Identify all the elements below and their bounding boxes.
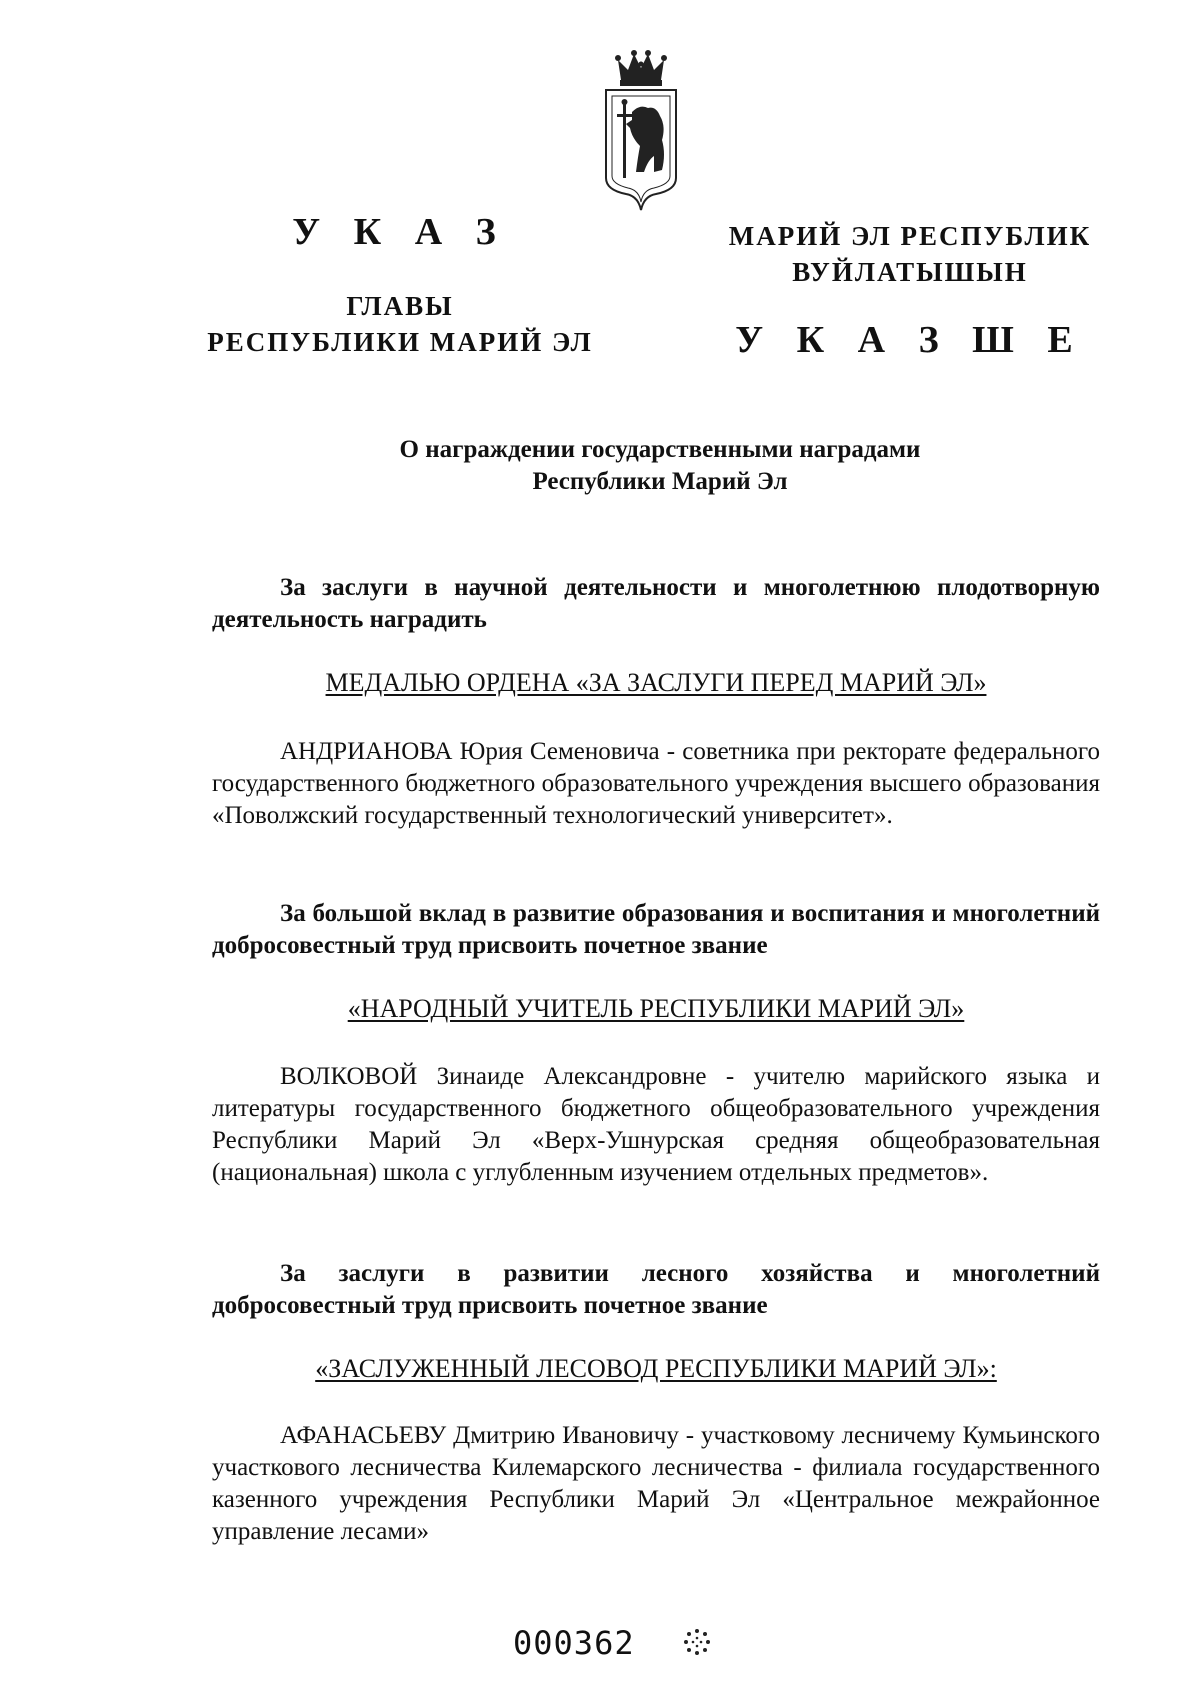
recipient-text: АФАНАСЬЕВУ Дмитрию Ивановичу - участковому лесничему Кумьинского участкового лесничества Килемарского лесничества - филиала государственного казенного учреждения Республики Марий Эл «Центральное межрайонное управление лесами» xyxy=(212,1422,1100,1545)
section-preamble: За большой вклад в развитие образования и воспитания и многолетний добросовестный труд присвоить почетное звание xyxy=(212,900,1100,959)
document-title-line1: О награждении государственными наградами xyxy=(399,436,921,463)
section-preamble: За заслуги в научной деятельности и многолетнюю плодотворную деятельность наградить xyxy=(212,574,1100,633)
recipient-text: ВОЛКОВОЙ Зинаиде Александровне - учителю марийского языка и литературы государственного бюджетного общеобразовательного учреждения Республики Марий Эл «Верх-Ушнурская средняя общеобразовательная (национальная) школа с углубленным изучением отдельных предметов». xyxy=(212,1063,1100,1186)
header-right-title: У К А З Ш Е xyxy=(735,319,1085,361)
award-name: «НАРОДНЫЙ УЧИТЕЛЬ РЕСПУБЛИКИ МАРИЙ ЭЛ» xyxy=(347,994,965,1023)
header-right xyxy=(720,218,1100,362)
recipient-text: АНДРИАНОВА Юрия Семеновича - советника при ректорате федерального государственного бюджетного образовательного учреждения высшего образования «Поволжский государственный технологический университет». xyxy=(212,738,1100,829)
document-title-line2: Республики Марий Эл xyxy=(532,468,788,495)
header-left xyxy=(190,210,610,360)
header-left-line2: РЕСПУБЛИКИ МАРИЙ ЭЛ xyxy=(207,327,593,357)
header-left-title: У К А З xyxy=(292,211,508,253)
coat-of-arms-icon xyxy=(596,50,686,220)
header-right-line1: МАРИЙ ЭЛ РЕСПУБЛИК xyxy=(728,221,1092,251)
document-title xyxy=(210,434,1110,498)
award-name: «ЗАСЛУЖЕННЫЙ ЛЕСОВОД РЕСПУБЛИКИ МАРИЙ ЭЛ»: xyxy=(315,1354,997,1383)
star-mark-icon xyxy=(683,1628,711,1656)
award-name: МЕДАЛЬЮ ОРДЕНА «ЗА ЗАСЛУГИ ПЕРЕД МАРИЙ ЭЛ» xyxy=(325,668,987,697)
header-right-line2: ВУЙЛАТЫШЫН xyxy=(792,257,1028,287)
section-preamble: За заслуги в развитии лесного хозяйства и многолетний добросовестный труд присвоить почетное звание xyxy=(212,1260,1100,1319)
serial-number: 000362 xyxy=(513,1624,635,1662)
header-left-line1: ГЛАВЫ xyxy=(346,291,454,321)
